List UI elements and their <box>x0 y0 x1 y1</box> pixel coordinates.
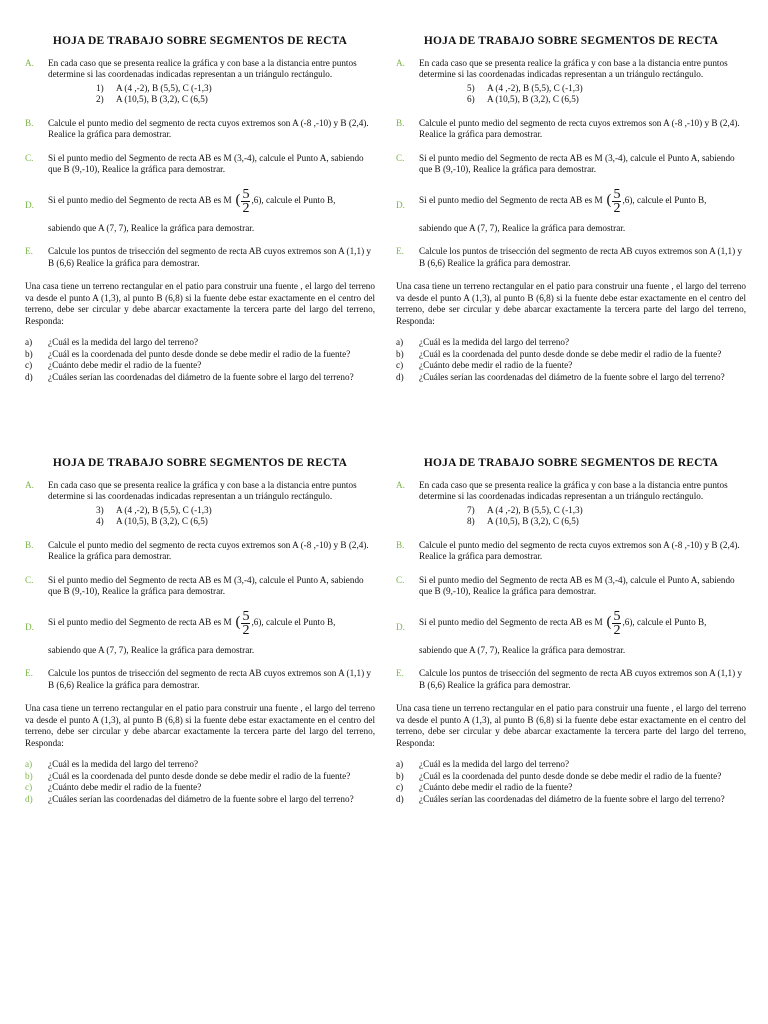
section-d-text-line2: sabiendo que A (7, 7), Realice la gráfica para demostrar. <box>48 222 255 233</box>
question-item <box>396 372 746 384</box>
section-d-text-after: ,6), calcule el Punto B, <box>622 617 707 628</box>
section-c <box>25 153 375 176</box>
fraction-numerator: 5 <box>613 608 621 624</box>
point-set-item <box>467 516 746 528</box>
section-a-label: A. <box>396 479 405 490</box>
section-d-label: D. <box>25 621 34 632</box>
point-set-number: 5) <box>467 82 475 93</box>
worksheet-bottom-right <box>396 458 746 805</box>
question-item <box>25 360 375 372</box>
question-text: ¿Cuál es la medida del largo del terreno? <box>48 759 199 769</box>
question-item <box>25 372 375 384</box>
worksheet-title: HOJA DE TRABAJO SOBRE SEGMENTOS DE RECTA <box>52 457 348 469</box>
point-set-number: 6) <box>467 94 475 104</box>
fraction <box>241 610 250 637</box>
point-set-number: 4) <box>96 516 104 526</box>
section-b <box>25 118 375 141</box>
question-text: ¿Cuáles serían las coordenadas del diámetro de la fuente sobre el largo del terreno? <box>48 371 354 382</box>
point-set-text: A (4 ,-2), B (5,5), C (-1,3) <box>487 504 583 515</box>
question-item <box>396 360 746 372</box>
question-item <box>396 771 746 783</box>
question-list <box>396 759 746 805</box>
section-d-text-line2: sabiendo que A (7, 7), Realice la gráfica para demostrar. <box>48 644 255 655</box>
question-text: ¿Cuál es la coordenada del punto desde donde se debe medir el radio de la fuente? <box>48 348 351 359</box>
point-set-item <box>96 94 375 106</box>
section-e <box>25 246 375 269</box>
point-set-text: A (10,5), B (3,2), C (6,5) <box>487 94 579 104</box>
section-c-label: C. <box>25 574 34 585</box>
question-label: d) <box>25 371 33 382</box>
point-set-item <box>467 505 746 517</box>
worksheet-top-left <box>25 36 375 383</box>
question-text: ¿Cuál es la medida del largo del terreno? <box>419 337 570 347</box>
fraction-denominator: 2 <box>613 622 621 638</box>
section-d-text-line2: sabiendo que A (7, 7), Realice la gráfica para demostrar. <box>419 222 626 233</box>
question-label: a) <box>25 759 33 769</box>
question-item <box>396 782 746 794</box>
section-c <box>25 575 375 598</box>
section-c-text: Si el punto medio del Segmento de recta AB es M (3,-4), calcule el Punto A, sabiendo que B (9,-10), Realice la gráfica para demostrar. <box>48 574 364 596</box>
section-e <box>396 668 746 691</box>
section-a-text: En cada caso que se presenta realice la gráfica y con base a la distancia entre puntos determine si las coordenadas indicadas representan a un triángulo rectángulo. <box>48 57 357 79</box>
question-label: c) <box>396 360 404 370</box>
question-label: a) <box>396 759 404 769</box>
section-d-text-before: Si el punto medio del Segmento de recta AB es M <box>419 195 603 206</box>
question-text: ¿Cuáles serían las coordenadas del diámetro de la fuente sobre el largo del terreno? <box>419 371 725 382</box>
question-label: d) <box>396 793 404 804</box>
question-label: b) <box>25 770 33 781</box>
section-e-text: Calcule los puntos de trisección del segmento de recta AB cuyos extremos son A (1,1) y B (6,6) Realice la gráfica para demostrar. <box>48 246 372 268</box>
question-label: c) <box>396 782 404 792</box>
section-a-label: A. <box>25 479 34 490</box>
point-set-list <box>96 83 375 106</box>
question-label: d) <box>25 793 33 804</box>
question-item <box>25 759 375 771</box>
section-c <box>396 575 746 598</box>
section-e-label: E. <box>25 246 33 256</box>
section-b-label: B. <box>25 117 34 128</box>
section-d-text-line2: sabiendo que A (7, 7), Realice la gráfica para demostrar. <box>419 644 626 655</box>
section-b-label: B. <box>396 117 405 128</box>
point-set-item <box>467 94 746 106</box>
question-text: ¿Cuál es la medida del largo del terreno? <box>48 337 199 347</box>
section-d-text-after: ,6), calcule el Punto B, <box>622 195 707 206</box>
point-set-number: 1) <box>96 82 104 93</box>
section-d-text-before: Si el punto medio del Segmento de recta AB es M <box>48 617 232 628</box>
section-a <box>396 480 746 528</box>
section-b-label: B. <box>25 539 34 550</box>
point-set-list <box>96 505 375 528</box>
section-b-text: Calcule el punto medio del segmento de recta cuyos extremos son A (-8 ,-10) y B (2,4). Realice la gráfica para demostrar. <box>419 117 740 139</box>
worksheet-title: HOJA DE TRABAJO SOBRE SEGMENTOS DE RECTA <box>423 35 719 47</box>
question-label: b) <box>396 770 404 781</box>
point-set-text: A (10,5), B (3,2), C (6,5) <box>116 516 208 526</box>
section-d: D. Si el punto medio del Segmento de recta AB es M ( $\frac{5}{2}$ ,6), calcule el Punto B, sabiendo que A (7, 7), Realice la gráfica para demostrar. <box>25 186 336 233</box>
point-set-text: A (10,5), B (3,2), C (6,5) <box>116 94 208 104</box>
point-set-number: 7) <box>467 504 475 515</box>
point-set-item <box>96 83 375 95</box>
point-set-text: A (4 ,-2), B (5,5), C (-1,3) <box>116 504 212 515</box>
section-c-text: Si el punto medio del Segmento de recta AB es M (3,-4), calcule el Punto A, sabiendo que B (9,-10), Realice la gráfica para demostrar. <box>419 152 735 174</box>
section-b-text: Calcule el punto medio del segmento de recta cuyos extremos son A (-8 ,-10) y B (2,4). Realice la gráfica para demostrar. <box>48 117 369 139</box>
section-d: D. Si el punto medio del Segmento de recta AB es M ( $\frac{5}{2}$ ,6), calcule el Punto B, sabiendo que A (7, 7), Realice la gráfica para demostrar. <box>396 186 707 233</box>
section-a <box>396 58 746 106</box>
question-item <box>25 794 375 806</box>
fraction-numerator: 5 <box>613 186 621 202</box>
section-e-label: E. <box>396 246 404 256</box>
section-c-text: Si el punto medio del Segmento de recta AB es M (3,-4), calcule el Punto A, sabiendo que B (9,-10), Realice la gráfica para demostrar. <box>48 152 364 174</box>
problem-statement: Una casa tiene un terreno rectangular en el patio para construir una fuente , el largo del terreno va desde el punto A (1,3), al punto B (6,8) si la fuente debe estar exactamente en el centro del terreno, debe ser circular y debe abarcar exactamente la tercera parte del largo del terreno, Responda: <box>25 281 375 326</box>
point-set-item <box>467 83 746 95</box>
question-item <box>396 349 746 361</box>
section-e-text: Calcule los puntos de trisección del segmento de recta AB cuyos extremos son A (1,1) y B (6,6) Realice la gráfica para demostrar. <box>48 668 372 690</box>
section-d-text-after: ,6), calcule el Punto B, <box>251 617 336 628</box>
point-set-item <box>96 505 375 517</box>
section-a-label: A. <box>396 57 405 68</box>
fraction-denominator: 2 <box>242 200 250 216</box>
section-a <box>25 480 375 528</box>
fraction-numerator: 5 <box>242 186 250 202</box>
section-d-label: D. <box>25 199 34 210</box>
section-a-label: A. <box>25 57 34 68</box>
worksheet-top-right <box>396 36 746 383</box>
fraction <box>241 188 250 215</box>
question-item <box>25 771 375 783</box>
point-set-list <box>467 505 746 528</box>
problem-statement: Una casa tiene un terreno rectangular en el patio para construir una fuente , el largo del terreno va desde el punto A (1,3), al punto B (6,8) si la fuente debe estar exactamente en el centro del terreno, debe ser circular y debe abarcar exactamente la tercera parte del largo del terreno, Responda: <box>396 281 746 326</box>
section-c <box>396 153 746 176</box>
problem-statement: Una casa tiene un terreno rectangular en el patio para construir una fuente , el largo del terreno va desde el punto A (1,3), al punto B (6,8) si la fuente debe estar exactamente en el centro del terreno, debe ser circular y debe abarcar exactamente la tercera parte del largo del terreno, Responda: <box>25 703 375 748</box>
question-text: ¿Cuáles serían las coordenadas del diámetro de la fuente sobre el largo del terreno? <box>48 793 354 804</box>
fraction-numerator: 5 <box>242 608 250 624</box>
question-list <box>396 337 746 383</box>
section-d-text-before: Si el punto medio del Segmento de recta AB es M <box>419 617 603 628</box>
point-set-number: 8) <box>467 516 475 526</box>
section-c-text: Si el punto medio del Segmento de recta AB es M (3,-4), calcule el Punto A, sabiendo que B (9,-10), Realice la gráfica para demostrar. <box>419 574 735 596</box>
section-b-text: Calcule el punto medio del segmento de recta cuyos extremos son A (-8 ,-10) y B (2,4). Realice la gráfica para demostrar. <box>419 539 740 561</box>
question-label: c) <box>25 782 33 792</box>
question-text: ¿Cuál es la coordenada del punto desde donde se debe medir el radio de la fuente? <box>419 348 722 359</box>
question-label: c) <box>25 360 33 370</box>
section-d: D. Si el punto medio del Segmento de recta AB es M ( $\frac{5}{2}$ ,6), calcule el Punto B, sabiendo que A (7, 7), Realice la gráfica para demostrar. <box>396 608 707 655</box>
question-item <box>25 782 375 794</box>
question-text: ¿Cuánto debe medir el radio de la fuente? <box>48 782 202 792</box>
worksheet-title: HOJA DE TRABAJO SOBRE SEGMENTOS DE RECTA <box>52 35 348 47</box>
point-set-number: 2) <box>96 94 104 104</box>
question-text: ¿Cuánto debe medir el radio de la fuente? <box>419 360 573 370</box>
question-item <box>396 794 746 806</box>
question-text: ¿Cuánto debe medir el radio de la fuente? <box>419 782 573 792</box>
section-d-text-before: Si el punto medio del Segmento de recta AB es M <box>48 195 232 206</box>
question-text: ¿Cuál es la coordenada del punto desde donde se debe medir el radio de la fuente? <box>48 770 351 781</box>
point-set-text: A (4 ,-2), B (5,5), C (-1,3) <box>116 82 212 93</box>
question-list <box>25 337 375 383</box>
section-d-label: D. <box>396 621 405 632</box>
point-set-item <box>96 516 375 528</box>
question-label: a) <box>25 337 33 347</box>
section-a-text: En cada caso que se presenta realice la gráfica y con base a la distancia entre puntos determine si las coordenadas indicadas representan a un triángulo rectángulo. <box>48 479 357 501</box>
section-e-label: E. <box>25 668 33 678</box>
question-item <box>396 337 746 349</box>
section-b <box>396 118 746 141</box>
question-item <box>396 759 746 771</box>
fraction-denominator: 2 <box>613 200 621 216</box>
section-b-text: Calcule el punto medio del segmento de recta cuyos extremos son A (-8 ,-10) y B (2,4). Realice la gráfica para demostrar. <box>48 539 369 561</box>
section-c-label: C. <box>396 574 405 585</box>
section-e-label: E. <box>396 668 404 678</box>
fraction-denominator: 2 <box>242 622 250 638</box>
question-item <box>25 349 375 361</box>
question-label: d) <box>396 371 404 382</box>
question-label: b) <box>396 348 404 359</box>
section-a-text: En cada caso que se presenta realice la gráfica y con base a la distancia entre puntos determine si las coordenadas indicadas representan a un triángulo rectángulo. <box>419 57 728 79</box>
section-a <box>25 58 375 106</box>
problem-statement: Una casa tiene un terreno rectangular en el patio para construir una fuente , el largo del terreno va desde el punto A (1,3), al punto B (6,8) si la fuente debe estar exactamente en el centro del terreno, debe ser circular y debe abarcar exactamente la tercera parte del largo del terreno, Responda: <box>396 703 746 748</box>
section-b <box>396 540 746 563</box>
worksheet-title: HOJA DE TRABAJO SOBRE SEGMENTOS DE RECTA <box>423 457 719 469</box>
question-text: ¿Cuál es la medida del largo del terreno? <box>419 759 570 769</box>
point-set-text: A (4 ,-2), B (5,5), C (-1,3) <box>487 82 583 93</box>
section-c-label: C. <box>396 152 405 163</box>
question-label: a) <box>396 337 404 347</box>
point-set-list <box>467 83 746 106</box>
section-d-text-after: ,6), calcule el Punto B, <box>251 195 336 206</box>
section-e <box>396 246 746 269</box>
section-d-label: D. <box>396 199 405 210</box>
section-b-label: B. <box>396 539 405 550</box>
section-b <box>25 540 375 563</box>
fraction <box>612 188 621 215</box>
question-text: ¿Cuál es la coordenada del punto desde donde se debe medir el radio de la fuente? <box>419 770 722 781</box>
point-set-text: A (10,5), B (3,2), C (6,5) <box>487 516 579 526</box>
fraction <box>612 610 621 637</box>
point-set-number: 3) <box>96 504 104 515</box>
question-list <box>25 759 375 805</box>
section-d: D. Si el punto medio del Segmento de recta AB es M ( $\frac{5}{2}$ ,6), calcule el Punto B, sabiendo que A (7, 7), Realice la gráfica para demostrar. <box>25 608 336 655</box>
section-c-label: C. <box>25 152 34 163</box>
worksheet-bottom-left <box>25 458 375 805</box>
section-e-text: Calcule los puntos de trisección del segmento de recta AB cuyos extremos son A (1,1) y B (6,6) Realice la gráfica para demostrar. <box>419 246 743 268</box>
question-text: ¿Cuáles serían las coordenadas del diámetro de la fuente sobre el largo del terreno? <box>419 793 725 804</box>
question-text: ¿Cuánto debe medir el radio de la fuente? <box>48 360 202 370</box>
question-item <box>25 337 375 349</box>
section-e-text: Calcule los puntos de trisección del segmento de recta AB cuyos extremos son A (1,1) y B (6,6) Realice la gráfica para demostrar. <box>419 668 743 690</box>
section-e <box>25 668 375 691</box>
section-a-text: En cada caso que se presenta realice la gráfica y con base a la distancia entre puntos determine si las coordenadas indicadas representan a un triángulo rectángulo. <box>419 479 728 501</box>
question-label: b) <box>25 348 33 359</box>
